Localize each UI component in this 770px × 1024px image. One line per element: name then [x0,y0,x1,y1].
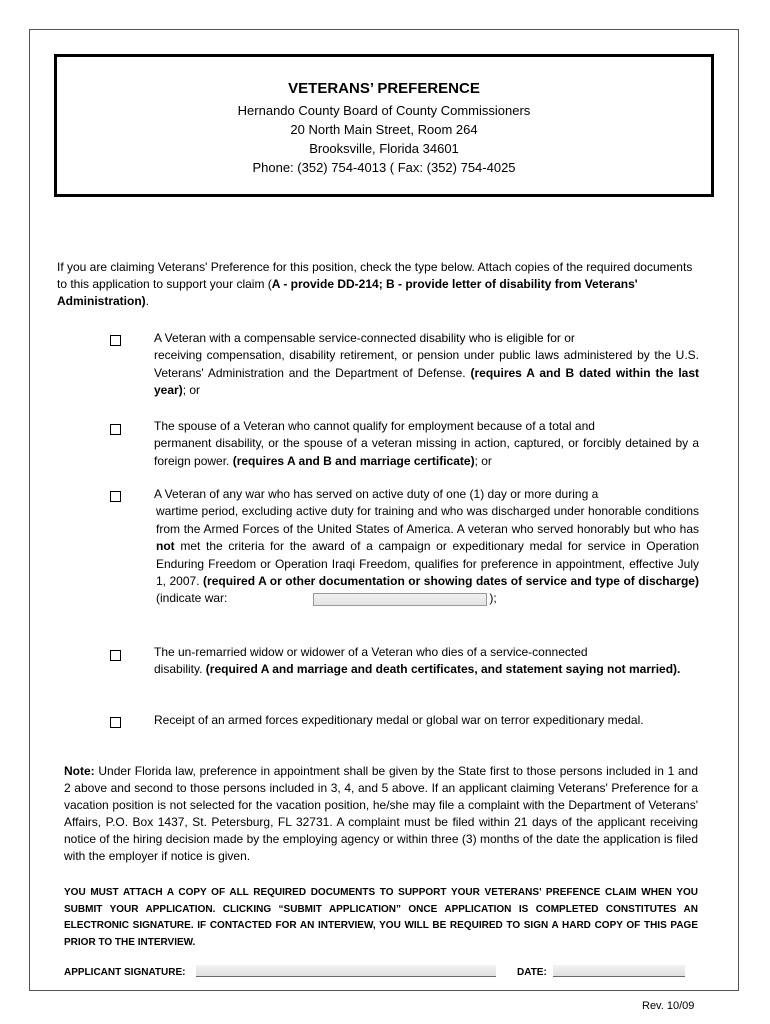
option-4-first-line: The un-remarried widow or widower of a Veteran who dies of a service-connected [154,645,588,659]
date-field[interactable] [553,965,685,977]
checkbox-option-2[interactable] [110,424,121,435]
option-1-tail: ; or [182,383,201,398]
option-3 [154,486,699,608]
attach-notice: YOU MUST ATTACH A COPY OF ALL REQUIRED DOCUMENTS TO SUPPORT YOUR VETERANS’ PREFENCE CLAIM WHEN YOU SUBMIT YOUR APPLICATION. CLICKING “SUBMIT APPLICATION” ONCE APPLICATION IS COMPLETED CONSTITUTES AN ELECTRONIC SIGNATURE. IF CONTACTED FOR AN INTERVIEW, YOU WILL BE REQUIRED TO SIGN A HARD COPY OF THIS PAGE PRIOR TO THE INTERVIEW. [64,887,698,948]
option-5-text: Receipt of an armed forces expeditionary medal or global war on terror expeditionary medal. [154,713,644,727]
intro-paragraph [57,259,697,310]
option-4-body [154,661,699,678]
option-3-text-a: wartime period, excluding active duty for training and who was discharged under honorable conditions from the Armed Forces of the United States of America. A veteran who served honorably but who has [156,504,699,536]
intro-bold: A - provide DD-214; B - provide letter of disability from Veterans' Administration) [57,277,638,308]
option-4 [154,644,699,679]
signature-field[interactable] [196,965,496,977]
option-2-text: permanent disability, or the spouse of a veteran missing in action, captured, or forcibly detained by a foreign power. [154,436,699,468]
checkbox-option-5[interactable] [110,717,121,728]
option-4-text: disability. [154,662,206,677]
option-1-text: receiving compensation, disability retirement, or pension under public laws administered by the U.S. Veterans' Administration and the Department of Defense. [154,348,699,380]
option-2-first-line: The spouse of a Veteran who cannot qualify for employment because of a total and [154,419,595,433]
note-paragraph [64,763,698,865]
checkbox-option-3[interactable] [110,491,121,502]
date-label: DATE: [517,967,547,978]
address-line-2: Brooksville, Florida 34601 [309,141,459,156]
option-3-first-line: A Veteran of any war who has served on active duty of one (1) day or more during a [154,487,599,501]
checkbox-option-4[interactable] [110,650,121,661]
option-1-first-line: A Veteran with a compensable service-connected disability who is eligible for or [154,331,575,345]
option-2 [154,418,699,470]
option-3-requirement: (required A or other documentation or showing dates of service and type of discharge) [203,574,699,589]
phone-fax: Phone: (352) 754-4013 ( Fax: (352) 754-4025 [252,160,516,175]
war-input[interactable] [313,593,487,606]
org-name: Hernando County Board of County Commissioners [237,103,531,118]
intro-text: If you are claiming Veterans' Preference for this position, check the type below. Attach copies of the required documents to this application to support your claim ( [57,260,693,291]
option-3-not: not [156,539,175,554]
option-2-body [154,435,699,470]
option-1-body [154,347,699,399]
address-line-1: 20 North Main Street, Room 264 [290,122,478,137]
note-text: Under Florida law, preference in appointment shall be given by the State first to those persons included in 1 and 2 above and second to those persons included in 3, 4, and 5 above. If an applicant claiming Veterans' Preference for a vacation position is not selected for the vacation position, he/she may file a complaint with the Department of Veterans' Affairs, P.O. Box 1437, St. Petersburg, FL 32731. A complaint must be filed within 21 days of the applicant receiving notice of the hiring decision made by the employing agency or within three (3) months of the date the application is filed with the employer if notice is given. [64,764,698,863]
signature-label: APPLICANT SIGNATURE: [64,967,186,978]
option-2-requirement: (requires A and B and marriage certificate) [232,453,475,468]
option-3-tail: ); [489,591,497,606]
header-box [54,54,714,197]
revision-label: Rev. 10/09 [642,1000,695,1012]
option-1 [154,330,699,400]
option-5 [154,712,699,729]
form-title: VETERANS’ PREFERENCE [288,80,480,97]
note-label: Note: [64,764,95,778]
option-2-tail: ; or [474,453,492,468]
option-4-requirement: (required A and marriage and death certificates, and statement saying not married). [205,662,681,677]
option-1-requirement: (requires A and B dated within the last year) [154,365,699,398]
checkbox-option-1[interactable] [110,335,121,346]
option-3-body [154,503,699,607]
option-3-text-b: met the criteria for the award of a campaign or expeditionary medal for service in Operation Enduring Freedom or Operation Iraqi Freedom, qualifies for preference in appointment, effective July 1, 2007. [156,539,699,589]
option-3-indicate-war: (indicate war: [156,591,228,606]
intro-tail: . [145,294,150,308]
